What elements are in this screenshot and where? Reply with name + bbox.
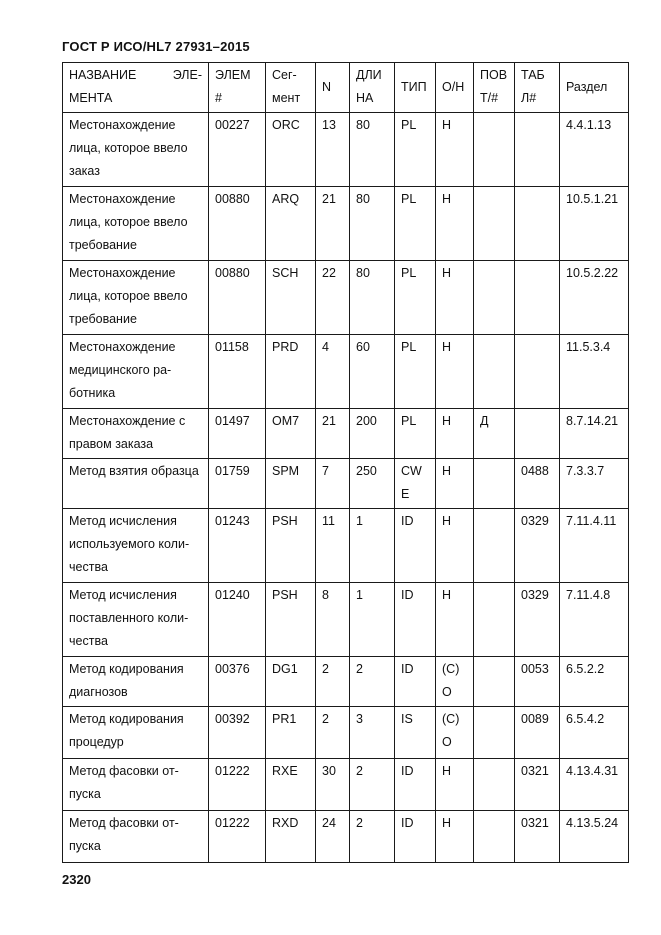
cell-segment: OM7 [266, 409, 316, 459]
cell-type: CWE [395, 459, 436, 509]
cell-length: 2 [350, 811, 395, 863]
cell-rep [474, 459, 515, 509]
cell-n: 21 [316, 187, 350, 261]
cell-elem: 00392 [209, 707, 266, 759]
cell-name: Метод кодирования процедур [63, 707, 209, 759]
table-row [63, 509, 629, 583]
column-header-section: Раздел [560, 63, 629, 113]
cell-table: 0321 [515, 811, 560, 863]
cell-segment: RXE [266, 759, 316, 811]
cell-opt: Н [436, 583, 474, 657]
cell-n: 7 [316, 459, 350, 509]
cell-elem: 00880 [209, 187, 266, 261]
cell-rep: Д [474, 409, 515, 459]
cell-name: Метод кодирования диагнозов [63, 657, 209, 707]
table-row [63, 459, 629, 509]
cell-type: IS [395, 707, 436, 759]
cell-section: 4.13.4.31 [560, 759, 629, 811]
cell-segment: SCH [266, 261, 316, 335]
page-number: 2320 [62, 872, 91, 887]
cell-elem: 01497 [209, 409, 266, 459]
cell-type: ID [395, 657, 436, 707]
cell-n: 22 [316, 261, 350, 335]
cell-segment: PR1 [266, 707, 316, 759]
cell-type: PL [395, 187, 436, 261]
cell-section: 10.5.2.22 [560, 261, 629, 335]
cell-segment: ARQ [266, 187, 316, 261]
cell-length: 1 [350, 583, 395, 657]
cell-table [515, 335, 560, 409]
table-row [63, 707, 629, 759]
cell-table: 0321 [515, 759, 560, 811]
cell-section: 6.5.2.2 [560, 657, 629, 707]
cell-rep [474, 707, 515, 759]
cell-section: 7.3.3.7 [560, 459, 629, 509]
cell-table [515, 187, 560, 261]
cell-table: 0488 [515, 459, 560, 509]
cell-opt: Н [436, 113, 474, 187]
column-header-table: ТАБ Л# [515, 63, 560, 113]
cell-name: Местонахождение лица, которое ввело требование [63, 187, 209, 261]
cell-n: 24 [316, 811, 350, 863]
cell-table: 0329 [515, 583, 560, 657]
cell-n: 11 [316, 509, 350, 583]
cell-table: 0329 [515, 509, 560, 583]
column-header-segment: Сег- мент [266, 63, 316, 113]
cell-type: PL [395, 409, 436, 459]
cell-length: 80 [350, 113, 395, 187]
table-row [63, 261, 629, 335]
cell-elem: 01759 [209, 459, 266, 509]
cell-opt: Н [436, 459, 474, 509]
cell-type: ID [395, 583, 436, 657]
cell-table [515, 113, 560, 187]
cell-section: 7.11.4.11 [560, 509, 629, 583]
cell-elem: 01222 [209, 811, 266, 863]
document-header: ГОСТ Р ИСО/HL7 27931–2015 [62, 39, 250, 54]
column-header-elem: ЭЛЕМ # [209, 63, 266, 113]
cell-name: Метод исчисления используемого количества [63, 509, 209, 583]
cell-elem: 00880 [209, 261, 266, 335]
cell-type: PL [395, 261, 436, 335]
elements-table [62, 62, 629, 863]
cell-rep [474, 657, 515, 707]
table-row [63, 583, 629, 657]
cell-section: 11.5.3.4 [560, 335, 629, 409]
cell-elem: 00227 [209, 113, 266, 187]
cell-segment: PRD [266, 335, 316, 409]
table-row [63, 409, 629, 459]
table-row [63, 759, 629, 811]
cell-opt: Н [436, 811, 474, 863]
cell-name: Местонахождение с правом заказа [63, 409, 209, 459]
table-row [63, 113, 629, 187]
cell-section: 4.4.1.13 [560, 113, 629, 187]
cell-rep [474, 187, 515, 261]
cell-opt: Н [436, 759, 474, 811]
cell-section: 8.7.14.21 [560, 409, 629, 459]
cell-length: 80 [350, 187, 395, 261]
column-header-n: N [316, 63, 350, 113]
column-header-opt: О/Н [436, 63, 474, 113]
cell-length: 2 [350, 657, 395, 707]
cell-table [515, 409, 560, 459]
cell-elem: 01158 [209, 335, 266, 409]
column-header-rep: ПОВ Т/# [474, 63, 515, 113]
cell-rep [474, 113, 515, 187]
cell-segment: DG1 [266, 657, 316, 707]
cell-segment: SPM [266, 459, 316, 509]
cell-type: PL [395, 335, 436, 409]
cell-segment: PSH [266, 583, 316, 657]
cell-opt: Н [436, 187, 474, 261]
cell-name: Местонахождение лица, которое ввело требование [63, 261, 209, 335]
cell-name: Метод исчисления поставленного количества [63, 583, 209, 657]
cell-segment: ORC [266, 113, 316, 187]
cell-length: 3 [350, 707, 395, 759]
cell-opt: (С)О [436, 657, 474, 707]
cell-length: 200 [350, 409, 395, 459]
cell-type: PL [395, 113, 436, 187]
cell-rep [474, 509, 515, 583]
cell-n: 30 [316, 759, 350, 811]
cell-length: 1 [350, 509, 395, 583]
cell-n: 13 [316, 113, 350, 187]
cell-length: 250 [350, 459, 395, 509]
cell-segment: RXD [266, 811, 316, 863]
cell-type: ID [395, 509, 436, 583]
cell-rep [474, 811, 515, 863]
cell-section: 7.11.4.8 [560, 583, 629, 657]
cell-elem: 01222 [209, 759, 266, 811]
cell-elem: 01240 [209, 583, 266, 657]
cell-name: Местонахождение медицинского работника [63, 335, 209, 409]
cell-rep [474, 335, 515, 409]
cell-n: 2 [316, 707, 350, 759]
cell-elem: 00376 [209, 657, 266, 707]
cell-n: 2 [316, 657, 350, 707]
table-row [63, 811, 629, 863]
cell-elem: 01243 [209, 509, 266, 583]
column-header-name: НАЗВАНИЕ ЭЛЕ- МЕНТА [63, 63, 209, 113]
table-row [63, 657, 629, 707]
column-header-type: ТИП [395, 63, 436, 113]
cell-length: 2 [350, 759, 395, 811]
cell-opt: (С)О [436, 707, 474, 759]
cell-name: Местонахождение лица, которое ввело заказ [63, 113, 209, 187]
cell-name: Метод взятия образца [63, 459, 209, 509]
cell-rep [474, 759, 515, 811]
cell-table [515, 261, 560, 335]
cell-name: Метод фасовки отпуска [63, 811, 209, 863]
cell-rep [474, 261, 515, 335]
cell-type: ID [395, 811, 436, 863]
cell-n: 21 [316, 409, 350, 459]
column-header-length: ДЛИ НА [350, 63, 395, 113]
table-header-row [63, 63, 629, 113]
cell-type: ID [395, 759, 436, 811]
cell-opt: Н [436, 509, 474, 583]
cell-opt: Н [436, 261, 474, 335]
cell-table: 0053 [515, 657, 560, 707]
table-row [63, 335, 629, 409]
cell-section: 4.13.5.24 [560, 811, 629, 863]
cell-name: Метод фасовки отпуска [63, 759, 209, 811]
cell-section: 6.5.4.2 [560, 707, 629, 759]
table-row [63, 187, 629, 261]
cell-segment: PSH [266, 509, 316, 583]
cell-rep [474, 583, 515, 657]
cell-n: 4 [316, 335, 350, 409]
cell-opt: Н [436, 335, 474, 409]
cell-n: 8 [316, 583, 350, 657]
cell-section: 10.5.1.21 [560, 187, 629, 261]
cell-length: 60 [350, 335, 395, 409]
cell-length: 80 [350, 261, 395, 335]
cell-opt: Н [436, 409, 474, 459]
cell-table: 0089 [515, 707, 560, 759]
